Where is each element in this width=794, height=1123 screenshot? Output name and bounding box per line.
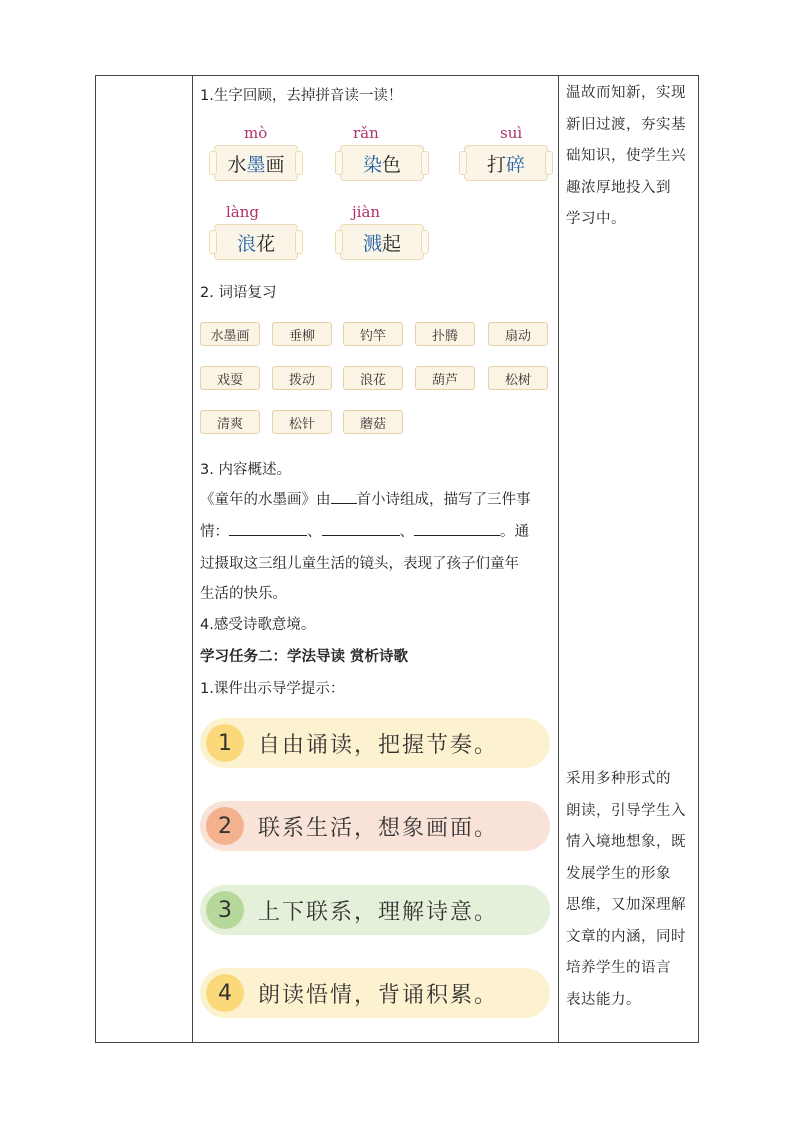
vocab-tag: 垂柳: [272, 322, 332, 346]
word-char-highlight: 墨: [246, 153, 266, 176]
summary-line-4: 生活的快乐。: [200, 586, 287, 602]
text: 《童年的水墨画》由: [200, 492, 331, 508]
column-divider: [192, 76, 193, 1042]
text: 。通: [500, 524, 529, 540]
vocab-tag: 松树: [488, 366, 548, 390]
note-line: 发展学生的形象: [566, 865, 671, 882]
text: 情：: [200, 524, 229, 540]
note-line: 础知识，使学生兴: [566, 148, 686, 164]
step-text: 上下联系，理解诗意。: [258, 899, 499, 925]
vocab-tag: 葫芦: [415, 366, 475, 390]
note-line: 表达能力。: [566, 991, 641, 1008]
word-char: 画: [265, 153, 285, 176]
vocab-tag: 蘑菇: [343, 410, 403, 434]
note-line: 学习中。: [566, 211, 626, 227]
step4-title: 4.感受诗歌意境。: [200, 617, 316, 633]
word-char: 起: [382, 232, 402, 255]
step-number: 4: [206, 974, 244, 1012]
step-text: 联系生活，想象画面。: [258, 815, 499, 841]
design-note-2: [566, 764, 694, 1016]
word-card-shuimohua: [214, 145, 298, 181]
word-card-jianqi: [340, 224, 424, 260]
note-line: 情入境地想象，既: [566, 834, 686, 850]
word-char: 打: [486, 153, 506, 176]
vocab-tag: 戏耍: [200, 366, 260, 390]
hint-title: 1.课件出示导学提示：: [200, 681, 345, 697]
step3-title: 3. 内容概述。: [200, 462, 291, 478]
task2-title: 学习任务二：学法导读 赏析诗歌: [200, 649, 409, 665]
summary-line-1: [200, 488, 531, 509]
vocab-tag: 松针: [272, 410, 332, 434]
vocab-tag: 钓竿: [343, 322, 403, 346]
note-line: 采用多种形式的: [566, 771, 671, 787]
note-line: 培养学生的语言: [566, 960, 671, 976]
summary-line-3: 过摄取这三组儿童生活的镜头，表现了孩子们童年: [200, 556, 519, 572]
step-number: 1: [206, 724, 244, 762]
note-line: 新旧过渡，夯实基: [566, 116, 686, 133]
word-char: 色: [382, 153, 402, 176]
note-line: 思维，又加深理解: [566, 897, 686, 913]
fill-blank[interactable]: [414, 521, 500, 536]
word-char-highlight: 染: [362, 153, 382, 176]
guide-step-1: [200, 718, 550, 768]
step2-title: 2. 词语复习: [200, 285, 277, 301]
pinyin-ran: rǎn: [353, 124, 379, 142]
text: 首小诗组成，描写了三件事: [356, 492, 531, 508]
fill-blank[interactable]: [229, 521, 307, 536]
step-number: 3: [206, 891, 244, 929]
vocab-tag: 清爽: [200, 410, 260, 434]
word-card-ranse: [340, 145, 424, 181]
note-line: 温故而知新，实现: [566, 85, 686, 101]
vocab-tag: 水墨画: [200, 322, 260, 346]
text: 、: [307, 524, 322, 540]
design-note-1: [566, 78, 694, 236]
step1-title: 1.生字回顾，去掉拼音读一读！: [200, 88, 403, 104]
guide-step-4: [200, 968, 550, 1018]
note-line: 朗读，引导学生入: [566, 802, 686, 819]
note-line: 文章的内涵，同时: [566, 928, 686, 945]
word-char-highlight: 碎: [506, 153, 526, 176]
vocab-tag: 扑腾: [415, 322, 475, 346]
pinyin-sui: suì: [500, 124, 523, 142]
lesson-table: [95, 75, 699, 1043]
word-char-highlight: 溅: [362, 232, 382, 255]
word-char: 水: [227, 153, 247, 176]
summary-line-2: [200, 520, 529, 541]
guide-step-2: [200, 801, 550, 851]
word-char: 花: [256, 232, 276, 255]
step-text: 自由诵读，把握节奏。: [258, 732, 499, 758]
column-divider: [558, 76, 559, 1042]
note-line: 趣浓厚地投入到: [566, 179, 671, 196]
fill-blank[interactable]: [322, 521, 400, 536]
step-number: 2: [206, 807, 244, 845]
pinyin-mo: mò: [244, 124, 268, 142]
pinyin-lang: làng: [226, 203, 260, 221]
guide-step-3: [200, 885, 550, 935]
word-char-highlight: 浪: [236, 232, 256, 255]
step-text: 朗读悟情，背诵积累。: [258, 982, 499, 1008]
fill-blank[interactable]: [331, 489, 357, 504]
vocab-tag: 扇动: [488, 322, 548, 346]
word-card-langhua: [214, 224, 298, 260]
text: 、: [399, 524, 414, 540]
vocab-tag: 拨动: [272, 366, 332, 390]
vocab-tag: 浪花: [343, 366, 403, 390]
word-card-dasui: [464, 145, 548, 181]
pinyin-jian: jiàn: [352, 203, 381, 221]
